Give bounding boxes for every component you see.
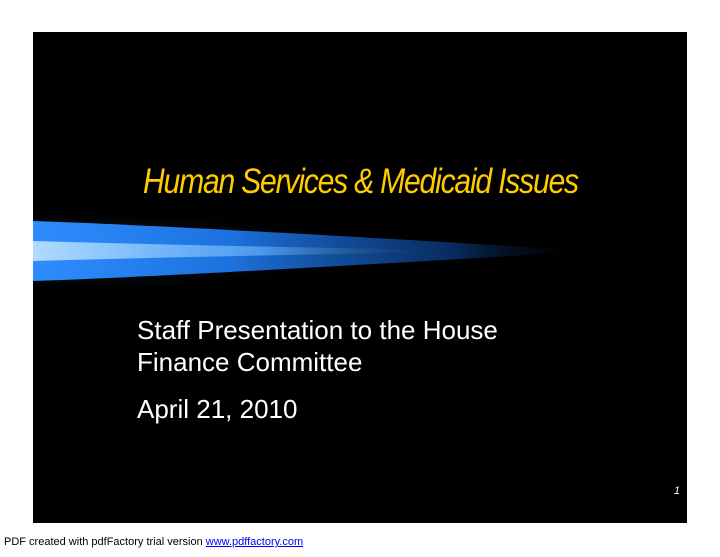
blue-light-beam-graphic [33, 215, 593, 287]
slide [33, 32, 687, 523]
footer-text: PDF created with pdfFactory trial version [4, 536, 206, 548]
pdffactory-link[interactable]: www.pdffactory.com [205, 536, 304, 548]
presentation-date: April 21, 2010 [137, 394, 298, 424]
slide-subtitle [137, 314, 657, 378]
pdf-footer [4, 536, 303, 548]
slide-page-number: 1 [673, 485, 680, 497]
subtitle-line-2: Finance Committee [137, 347, 363, 377]
subtitle-line-1: Staff Presentation to the House [137, 315, 498, 345]
slide-title: Human Services & Medicaid Issues [143, 162, 578, 201]
